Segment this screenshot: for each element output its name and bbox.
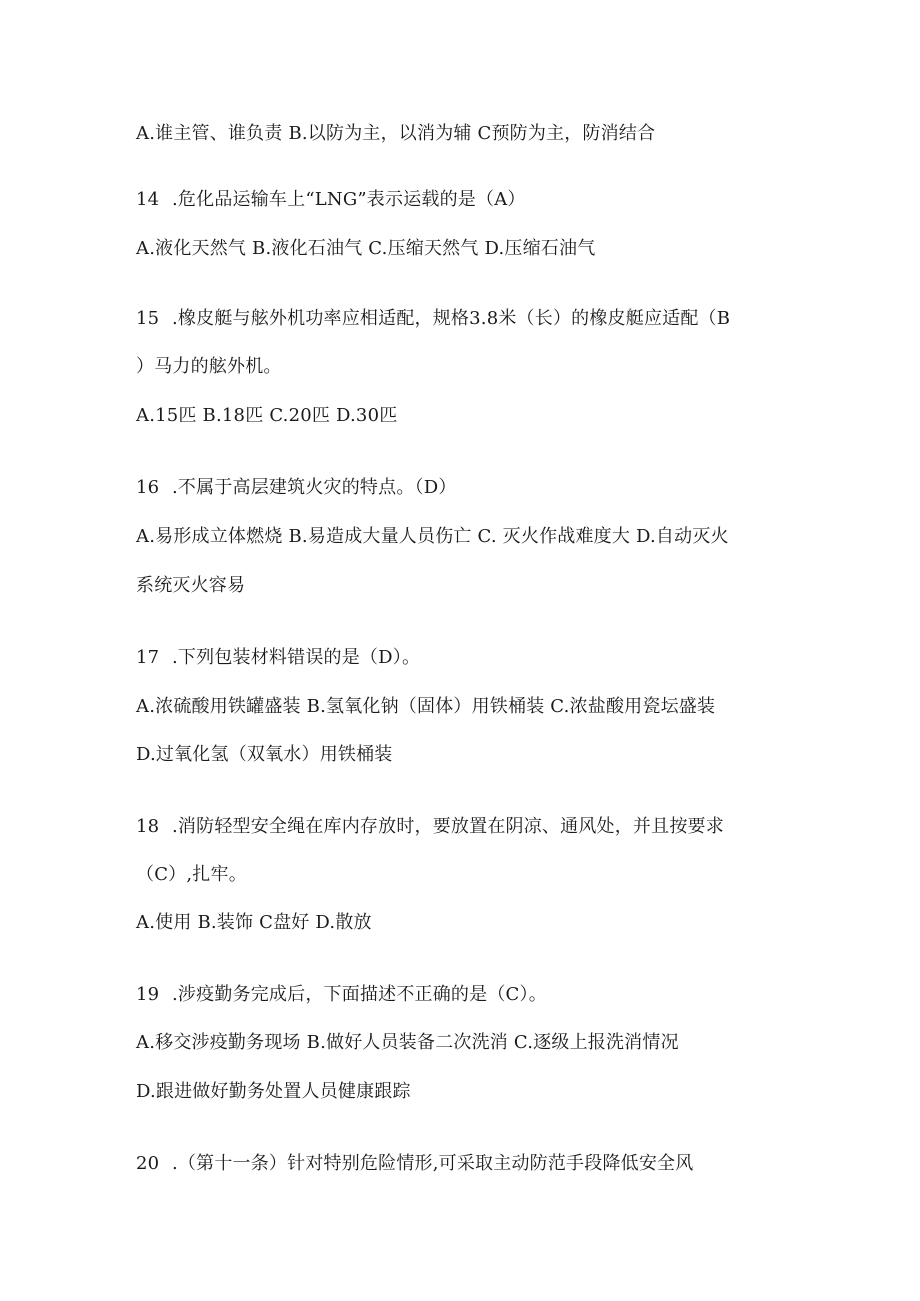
question-text: .下列包装材料错误的是（D）。 bbox=[172, 647, 421, 668]
line-text: ）马力的舷外机。 bbox=[136, 356, 282, 377]
question-text: .危化品运输车上“LNG”表示运载的是（A） bbox=[172, 189, 526, 210]
q14-question bbox=[136, 188, 526, 212]
question-number: 17 bbox=[136, 647, 160, 668]
question-number: 18 bbox=[136, 816, 160, 837]
q18-question-continued bbox=[136, 863, 247, 887]
q15-options bbox=[136, 404, 397, 428]
q14-options bbox=[136, 237, 595, 261]
q17-question bbox=[136, 646, 420, 670]
question-number: 19 bbox=[136, 984, 160, 1005]
line-text: A.谁主管、谁负责 B.以防为主，以消为辅 C预防为主，防消结合 bbox=[136, 123, 656, 144]
q15-question-continued bbox=[136, 355, 282, 379]
line-text: A.移交涉疫勤务现场 B.做好人员装备二次洗消 C.逐级上报洗消情况 bbox=[136, 1032, 679, 1053]
question-text: .涉疫勤务完成后，下面描述不正确的是（C）。 bbox=[172, 984, 547, 1005]
question-text: .不属于高层建筑火灾的特点。（D） bbox=[172, 477, 457, 498]
line-text: A.易形成立体燃烧 B.易造成大量人员伤亡 C. 灭火作战难度大 D.自动灭火 bbox=[136, 526, 729, 547]
q19-options-continued bbox=[136, 1080, 411, 1104]
question-text: .橡皮艇与舷外机功率应相适配，规格3.8米（长）的橡皮艇应适配（B bbox=[172, 308, 731, 329]
q20-question bbox=[136, 1152, 693, 1176]
line-text: D.过氧化氢（双氧水）用铁桶装 bbox=[136, 744, 393, 765]
q19-question bbox=[136, 983, 547, 1007]
question-number: 16 bbox=[136, 477, 160, 498]
question-text: .（第十一条）针对特别危险情形,可采取主动防范手段降低安全风 bbox=[172, 1153, 694, 1174]
q16-options bbox=[136, 525, 729, 549]
q16-options-continued bbox=[136, 574, 245, 598]
line-text: D.跟进做好勤务处置人员健康跟踪 bbox=[136, 1081, 411, 1102]
q19-options bbox=[136, 1031, 679, 1055]
q17-options bbox=[136, 695, 715, 719]
q13-options bbox=[136, 122, 655, 146]
q16-question bbox=[136, 476, 457, 500]
q17-options-continued bbox=[136, 743, 393, 767]
line-text: A.15匹 B.18匹 C.20匹 D.30匹 bbox=[136, 405, 398, 426]
line-text: 系统灭火容易 bbox=[136, 575, 246, 596]
q15-question bbox=[136, 307, 730, 331]
q18-question bbox=[136, 815, 724, 839]
question-number: 20 bbox=[136, 1153, 160, 1174]
line-text: A.浓硫酸用铁罐盛装 B.氢氧化钠（固体）用铁桶装 C.浓盐酸用瓷坛盛装 bbox=[136, 696, 716, 717]
line-text: （C）,扎牢。 bbox=[136, 864, 247, 885]
q18-options bbox=[136, 911, 372, 935]
line-text: A.液化天然气 B.液化石油气 C.压缩天然气 D.压缩石油气 bbox=[136, 238, 596, 259]
question-number: 14 bbox=[136, 189, 160, 210]
question-text: .消防轻型安全绳在库内存放时，要放置在阴凉、通风处，并且按要求 bbox=[172, 816, 724, 837]
line-text: A.使用 B.装饰 C盘好 D.散放 bbox=[136, 912, 372, 933]
question-number: 15 bbox=[136, 308, 160, 329]
